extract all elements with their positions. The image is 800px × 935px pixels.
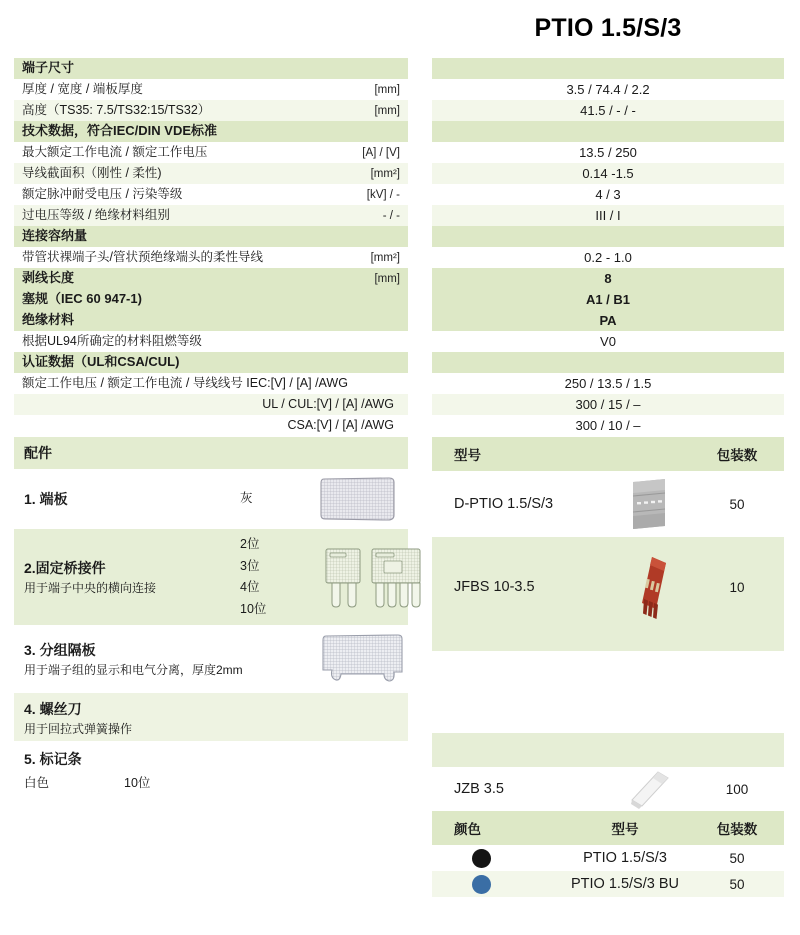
variant-qty: 50	[729, 876, 745, 892]
accessory-option: 灰	[240, 491, 253, 506]
spec-label: 高度（TS35: 7.5/TS32:15/TS32）	[22, 102, 211, 117]
accessory-options	[234, 488, 318, 510]
spec-row	[14, 289, 408, 310]
color-swatch-black	[472, 849, 491, 868]
product-table-marker-strip	[432, 767, 784, 811]
spec-label: 导线截面积（刚性 / 柔性)	[22, 165, 162, 180]
spec-value-row	[432, 352, 784, 373]
spec-value: 0.2 - 1.0	[584, 250, 632, 265]
spec-value: 0.14 -1.5	[582, 166, 634, 181]
spec-unit: [mm²]	[370, 167, 400, 180]
spec-unit: [mm]	[374, 83, 400, 96]
spec-unit: [A] / [V]	[362, 146, 400, 159]
spec-label: 带管状裸端子头/管状预绝缘端头的柔性导线	[22, 249, 263, 264]
spec-unit: [kV] / -	[366, 188, 400, 201]
accessory-description: 用于端子组的显示和电气分离，厚度2mm	[24, 662, 243, 677]
spec-value: 300 / 15 / –	[575, 397, 641, 412]
spec-row	[14, 79, 408, 100]
spec-value: 13.5 / 250	[579, 145, 637, 160]
spec-value-row	[432, 394, 784, 415]
spec-label: UL / CUL:[V] / [A] /AWG	[262, 396, 394, 411]
spec-value-row	[432, 184, 784, 205]
color-swatch-blue	[472, 875, 491, 894]
spec-value-row	[432, 79, 784, 100]
spec-value-row	[432, 247, 784, 268]
product-qty: 100	[725, 781, 749, 797]
spec-label: 额定工作电压 / 额定工作电流 / 导线线号 IEC:[V] / [A] /AWG	[22, 375, 348, 390]
spec-value-column	[432, 58, 784, 436]
spec-row	[14, 142, 408, 163]
spec-row	[14, 226, 408, 247]
spec-label-column	[14, 58, 408, 436]
accessory-description: 用于回拉式弹簧操作	[24, 722, 133, 736]
accessory-item-partition-plate	[14, 625, 408, 693]
variant-model: PTIO 1.5/S/3 BU	[571, 876, 679, 892]
page-title: PTIO 1.5/S/3	[534, 14, 682, 42]
accessory-title: 5. 标记条	[24, 751, 82, 767]
product-title-bar	[432, 14, 784, 43]
spec-value: A1 / B1	[585, 292, 631, 307]
color-variant-table	[432, 811, 784, 897]
accessory-option: 2位	[240, 537, 260, 551]
column-header-qty: 包装数	[716, 822, 758, 837]
spec-label: 剥线长度	[22, 270, 75, 286]
spec-row	[14, 310, 408, 331]
spec-value-row	[432, 268, 784, 289]
spec-unit: - / -	[382, 209, 400, 222]
accessory-item-fixed-bridge	[14, 529, 408, 625]
column-header-qty: 包装数	[716, 448, 758, 463]
spec-label: 连接容纳量	[22, 228, 88, 244]
spec-value: 300 / 10 / –	[575, 418, 641, 433]
spec-row	[14, 373, 408, 394]
spec-value: 3.5 / 74.4 / 2.2	[566, 82, 650, 97]
accessory-title: 1. 端板	[24, 490, 68, 507]
spec-value-row	[432, 289, 784, 310]
accessory-title: 2.固定桥接件	[24, 559, 106, 576]
spec-value-row	[432, 310, 784, 331]
spec-value: 8	[604, 271, 612, 286]
spec-value: 4 / 3	[595, 187, 621, 202]
accessories-heading: 配件	[24, 445, 52, 461]
accessory-option: 10位	[240, 601, 267, 616]
table-row	[432, 471, 784, 537]
spec-row	[14, 184, 408, 205]
spec-label: 端子尺寸	[22, 60, 75, 76]
spec-value: 250 / 13.5 / 1.5	[564, 376, 652, 391]
product-model: D-PTIO 1.5/S/3	[454, 496, 554, 512]
accessories-panel	[14, 437, 408, 799]
product-model: JZB 3.5	[454, 781, 504, 797]
spec-value-row	[432, 163, 784, 184]
accessory-option: 3位	[240, 558, 260, 573]
spec-label: 最大额定工作电流 / 额定工作电压	[22, 144, 208, 159]
spec-value-row	[432, 205, 784, 226]
spec-label: 厚度 / 宽度 / 端板厚度	[22, 81, 143, 96]
spec-value-row	[432, 226, 784, 247]
end-plate-icon	[318, 473, 398, 525]
variant-model: PTIO 1.5/S/3	[583, 850, 667, 866]
spec-label: 认证数据（UL和CSA/CUL)	[22, 354, 180, 370]
spec-label: 过电压等级 / 绝缘材料组别	[22, 207, 170, 222]
accessory-options	[234, 534, 318, 620]
spec-value: III / I	[595, 208, 621, 223]
table-row	[432, 845, 784, 871]
spec-label: 额定脉冲耐受电压 / 污染等级	[22, 186, 183, 201]
variant-qty: 50	[729, 850, 745, 866]
accessory-item-screwdriver	[14, 693, 408, 741]
spec-label: CSA:[V] / [A] /AWG	[287, 417, 394, 432]
spec-row	[14, 58, 408, 79]
spec-row	[14, 352, 408, 373]
product-qty: 10	[729, 579, 745, 595]
spacer-band-lower	[432, 733, 784, 767]
spec-label: 技术数据，符合IEC/DIN VDE标准	[22, 123, 218, 139]
product-model: JFBS 10-3.5	[454, 579, 535, 595]
spec-row	[14, 268, 408, 289]
spec-label: 绝缘材料	[22, 312, 75, 328]
marker-strip-values	[14, 773, 408, 799]
accessory-title: 3. 分组隔板	[24, 641, 96, 658]
spec-row	[14, 394, 408, 415]
spec-row	[14, 205, 408, 226]
accessories-header	[14, 437, 408, 469]
spec-unit: [mm]	[374, 104, 400, 117]
table-row	[432, 871, 784, 897]
spec-value-row	[432, 373, 784, 394]
spec-value: PA	[599, 313, 617, 328]
accessory-item-marker-strip	[14, 741, 408, 773]
spec-unit: [mm]	[374, 272, 400, 285]
marker-strip-color: 白色	[24, 776, 50, 790]
spec-value: V0	[600, 334, 616, 349]
spec-value-row	[432, 58, 784, 79]
spec-row	[14, 331, 408, 352]
column-header-model: 型号	[454, 448, 481, 463]
spec-label: 根据UL94所确定的材料阻燃等级	[22, 333, 202, 348]
table-row	[432, 767, 784, 811]
spec-row	[14, 247, 408, 268]
accessory-title: 4. 螺丝刀	[24, 701, 82, 717]
spec-unit: [mm²]	[370, 251, 400, 264]
end-plate-photo	[606, 476, 694, 532]
column-header-model: 型号	[611, 822, 639, 837]
spec-row	[14, 100, 408, 121]
spec-row	[14, 415, 408, 436]
accessory-item-end-plate	[14, 469, 408, 529]
fixed-bridge-icon	[318, 537, 428, 617]
spec-value: 41.5 / - / -	[580, 103, 636, 118]
spec-value-row	[432, 415, 784, 436]
table-row	[432, 537, 784, 637]
spec-value-row	[432, 331, 784, 352]
spec-value-row	[432, 100, 784, 121]
product-table-jumper	[432, 537, 784, 637]
spec-row	[14, 163, 408, 184]
marker-strip-count: 10位	[124, 776, 151, 790]
accessory-option: 4位	[240, 580, 260, 594]
accessory-description: 用于端子中央的横向连接	[24, 580, 157, 595]
spec-value-row	[432, 121, 784, 142]
color-table-header	[432, 811, 784, 845]
jumper-photo	[606, 549, 694, 625]
product-table-header	[432, 437, 784, 471]
marker-strip-photo	[606, 768, 694, 810]
product-table-end-plate	[432, 437, 784, 537]
spec-label: 塞规（IEC 60 947-1)	[22, 291, 142, 307]
spec-row	[14, 121, 408, 142]
spacer-band-upper	[432, 637, 784, 651]
product-qty: 50	[729, 496, 745, 512]
column-header-color: 颜色	[454, 822, 481, 837]
spec-value-row	[432, 142, 784, 163]
partition-plate-icon	[318, 628, 410, 690]
